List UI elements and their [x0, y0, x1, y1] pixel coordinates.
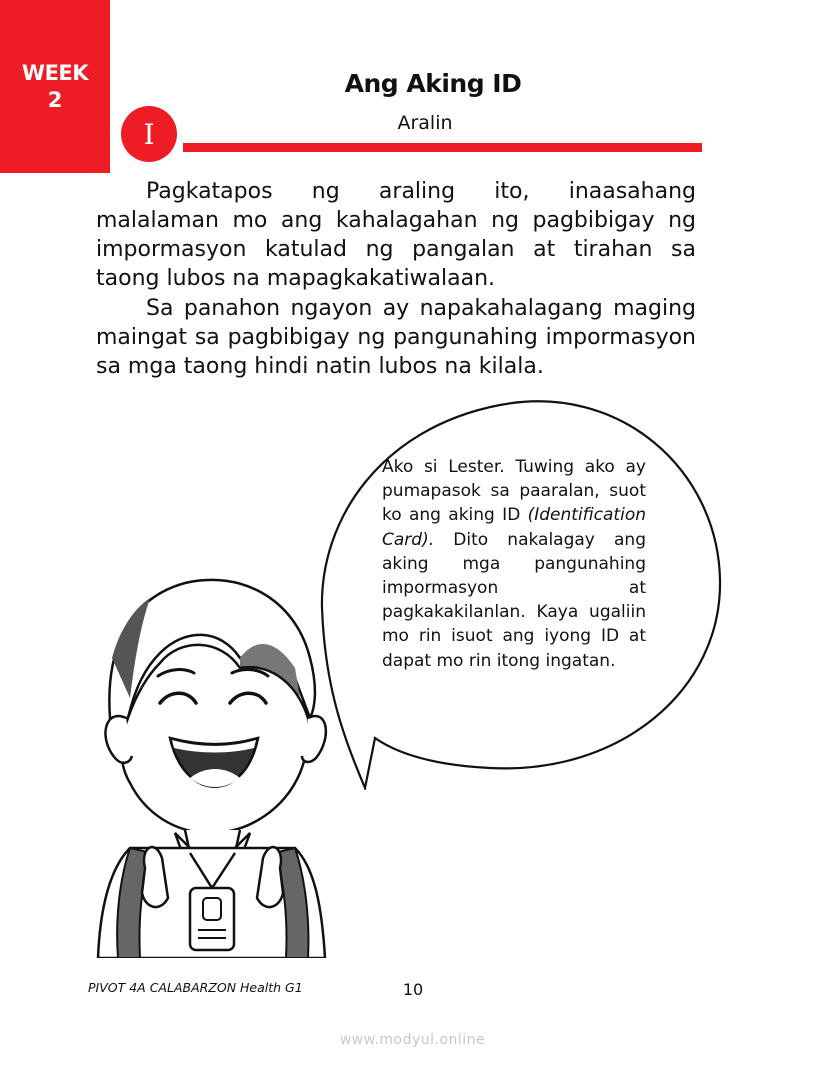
footer-source: PIVOT 4A CALABARZON Health G1 [88, 980, 303, 995]
page-number: 10 [402, 980, 424, 999]
week-tab [0, 0, 110, 173]
boy-illustration [90, 568, 330, 958]
intro-paragraph-2: Sa panahon ngayon ay napakahalagang maging maingat sa pagbibigay ng pangunahing impormasyon sa mga taong hindi natin lubos na kilala. [96, 296, 696, 379]
speech-text-start: Ako si Lester. Tuwing ako ay pumapasok sa paaralan, suot ko ang aking ID [382, 457, 646, 526]
section-label: Aralin [397, 112, 453, 134]
section-letter: I [143, 117, 155, 151]
speech-text-end: Dito nakalagay ang aking mga pangunahing impormasyon at pagkakakilanlan. Kaya ugaliin mo rin isuot ang iyong ID at dapat mo rin itong ingatan. [382, 529, 646, 671]
week-label: WEEK [21, 61, 89, 85]
section-letter-badge [121, 106, 177, 162]
page-title: Ang Aking ID [344, 69, 522, 98]
watermark: www.modyul.online [339, 1032, 486, 1048]
week-number: 2 [47, 88, 63, 112]
intro-paragraph-1: Pagkatapos ng araling ito, inaasahang malalaman mo ang kahalagahan ng pagbibigay ng impormasyon katulad ng pangalan at tirahan sa taong lubos na mapagkakatiwalaan. [96, 179, 696, 291]
section-divider [183, 143, 702, 152]
speech-bubble-text [382, 455, 646, 673]
speech-text-italic: (Identification Card). [382, 505, 646, 550]
